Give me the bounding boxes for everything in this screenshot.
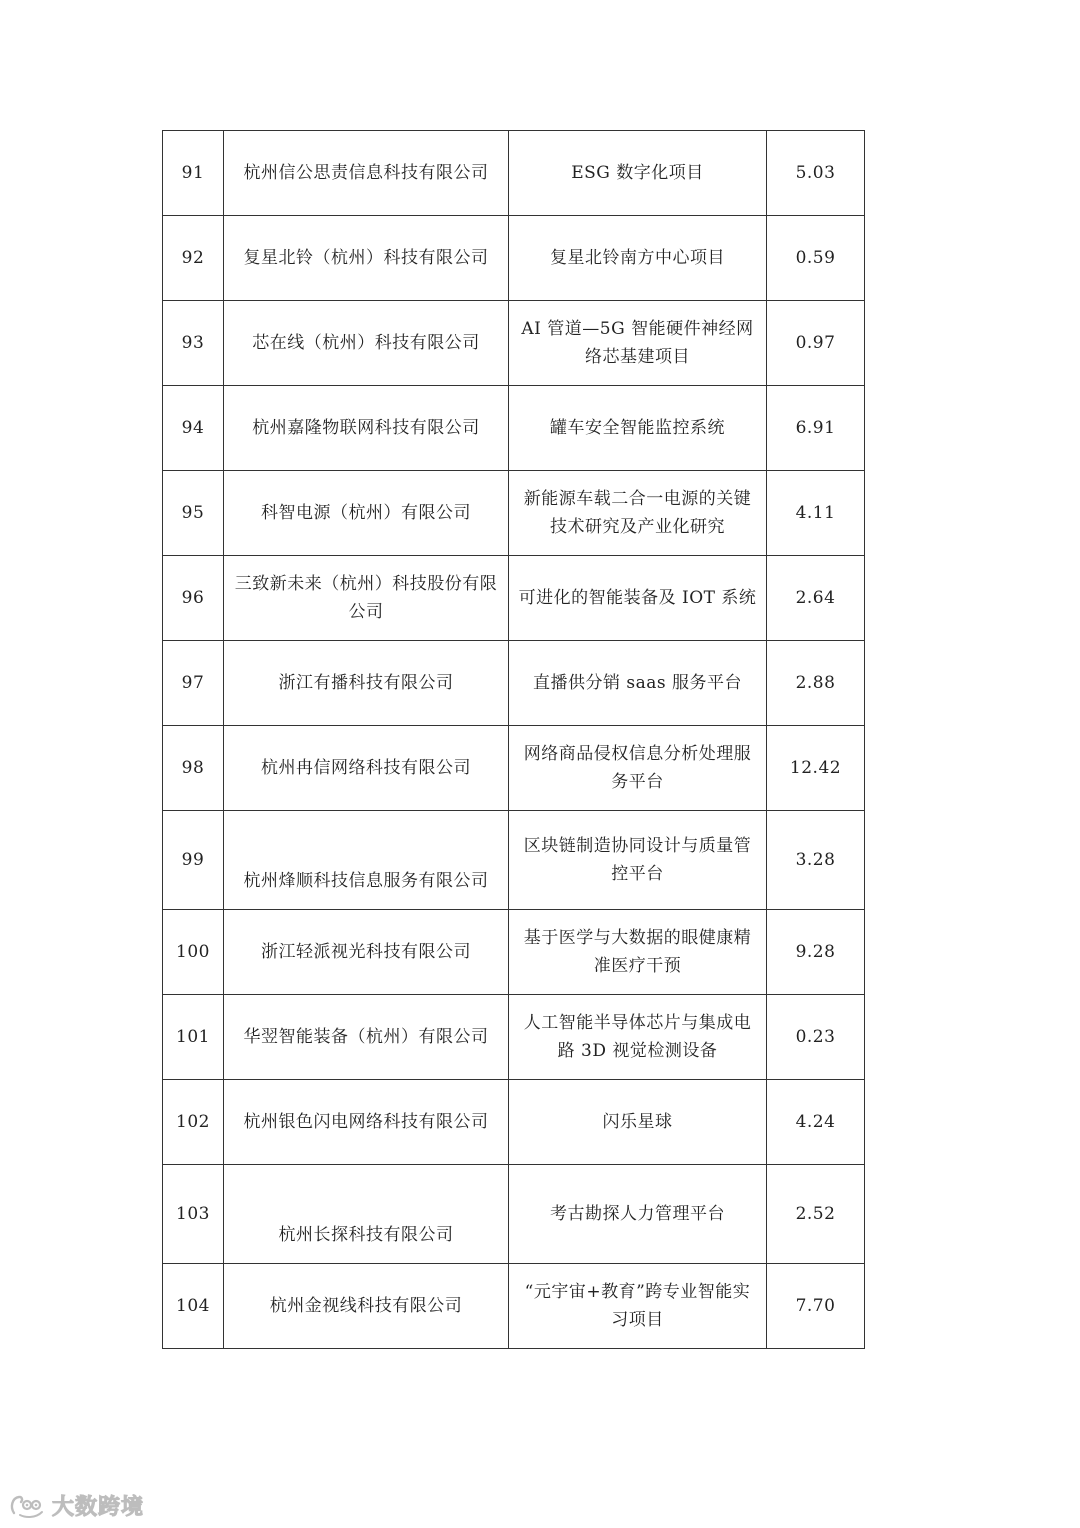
project-name: 基于医学与大数据的眼健康精准医疗干预: [509, 910, 767, 995]
project-name: ESG 数字化项目: [509, 131, 767, 216]
row-number: 95: [163, 471, 224, 556]
table-row: [163, 726, 865, 811]
row-number: 99: [163, 811, 224, 910]
row-number: 102: [163, 1080, 224, 1165]
company-name: 杭州信公思责信息科技有限公司: [224, 131, 509, 216]
company-name: 杭州嘉隆物联网科技有限公司: [224, 386, 509, 471]
table-row: [163, 641, 865, 726]
table-row: [163, 1165, 865, 1264]
table-row: [163, 301, 865, 386]
company-name: 杭州金视线科技有限公司: [224, 1264, 509, 1349]
company-name: 复星北铃（杭州）科技有限公司: [224, 216, 509, 301]
amount: 3.28: [767, 811, 865, 910]
row-number: 92: [163, 216, 224, 301]
amount: 0.97: [767, 301, 865, 386]
amount: 2.52: [767, 1165, 865, 1264]
company-name: 浙江有播科技有限公司: [224, 641, 509, 726]
amount: 5.03: [767, 131, 865, 216]
amount: 2.88: [767, 641, 865, 726]
brand-logo-icon: [8, 1493, 46, 1519]
watermark-text: 大数跨境: [52, 1495, 145, 1520]
table-row: [163, 386, 865, 471]
amount: 9.28: [767, 910, 865, 995]
amount: 4.24: [767, 1080, 865, 1165]
table-row: [163, 1264, 865, 1349]
table-row: [163, 995, 865, 1080]
amount: 12.42: [767, 726, 865, 811]
row-number: 103: [163, 1165, 224, 1264]
company-name: 三致新未来（杭州）科技股份有限公司: [224, 556, 509, 641]
amount: 7.70: [767, 1264, 865, 1349]
project-name: 考古勘探人力管理平台: [509, 1165, 767, 1264]
table-row: [163, 811, 865, 910]
company-name: 科智电源（杭州）有限公司: [224, 471, 509, 556]
project-name: 新能源车载二合一电源的关键技术研究及产业化研究: [509, 471, 767, 556]
row-number: 98: [163, 726, 224, 811]
row-number: 97: [163, 641, 224, 726]
row-number: 101: [163, 995, 224, 1080]
project-name: AI 管道—5G 智能硬件神经网络芯基建项目: [509, 301, 767, 386]
project-name: 区块链制造协同设计与质量管控平台: [509, 811, 767, 910]
company-name: 浙江轻派视光科技有限公司: [224, 910, 509, 995]
project-name: 直播供分销 saas 服务平台: [509, 641, 767, 726]
amount: 4.11: [767, 471, 865, 556]
table-row: [163, 131, 865, 216]
project-name: “元宇宙+教育”跨专业智能实习项目: [509, 1264, 767, 1349]
project-name: 罐车安全智能监控系统: [509, 386, 767, 471]
company-name: 华翌智能装备（杭州）有限公司: [224, 995, 509, 1080]
row-number: 104: [163, 1264, 224, 1349]
row-number: 96: [163, 556, 224, 641]
project-name: 网络商品侵权信息分析处理服务平台: [509, 726, 767, 811]
amount: 0.23: [767, 995, 865, 1080]
row-number: 93: [163, 301, 224, 386]
amount: 2.64: [767, 556, 865, 641]
company-name: 杭州冉信网络科技有限公司: [224, 726, 509, 811]
table-row: [163, 910, 865, 995]
project-name: 人工智能半导体芯片与集成电路 3D 视觉检测设备: [509, 995, 767, 1080]
table-row: [163, 216, 865, 301]
table-row: [163, 556, 865, 641]
project-name: 可进化的智能装备及 IOT 系统: [509, 556, 767, 641]
project-name: 复星北铃南方中心项目: [509, 216, 767, 301]
table-row: [163, 1080, 865, 1165]
watermark: [8, 1490, 144, 1521]
company-name: 杭州烽顺科技信息服务有限公司: [224, 811, 509, 910]
company-name: 杭州长探科技有限公司: [224, 1165, 509, 1264]
company-name: 杭州银色闪电网络科技有限公司: [224, 1080, 509, 1165]
row-number: 100: [163, 910, 224, 995]
funding-table-container: [162, 130, 864, 1349]
company-name: 芯在线（杭州）科技有限公司: [224, 301, 509, 386]
row-number: 94: [163, 386, 224, 471]
amount: 0.59: [767, 216, 865, 301]
table-row: [163, 471, 865, 556]
project-name: 闪乐星球: [509, 1080, 767, 1165]
amount: 6.91: [767, 386, 865, 471]
row-number: 91: [163, 131, 224, 216]
funding-table: [162, 130, 865, 1349]
